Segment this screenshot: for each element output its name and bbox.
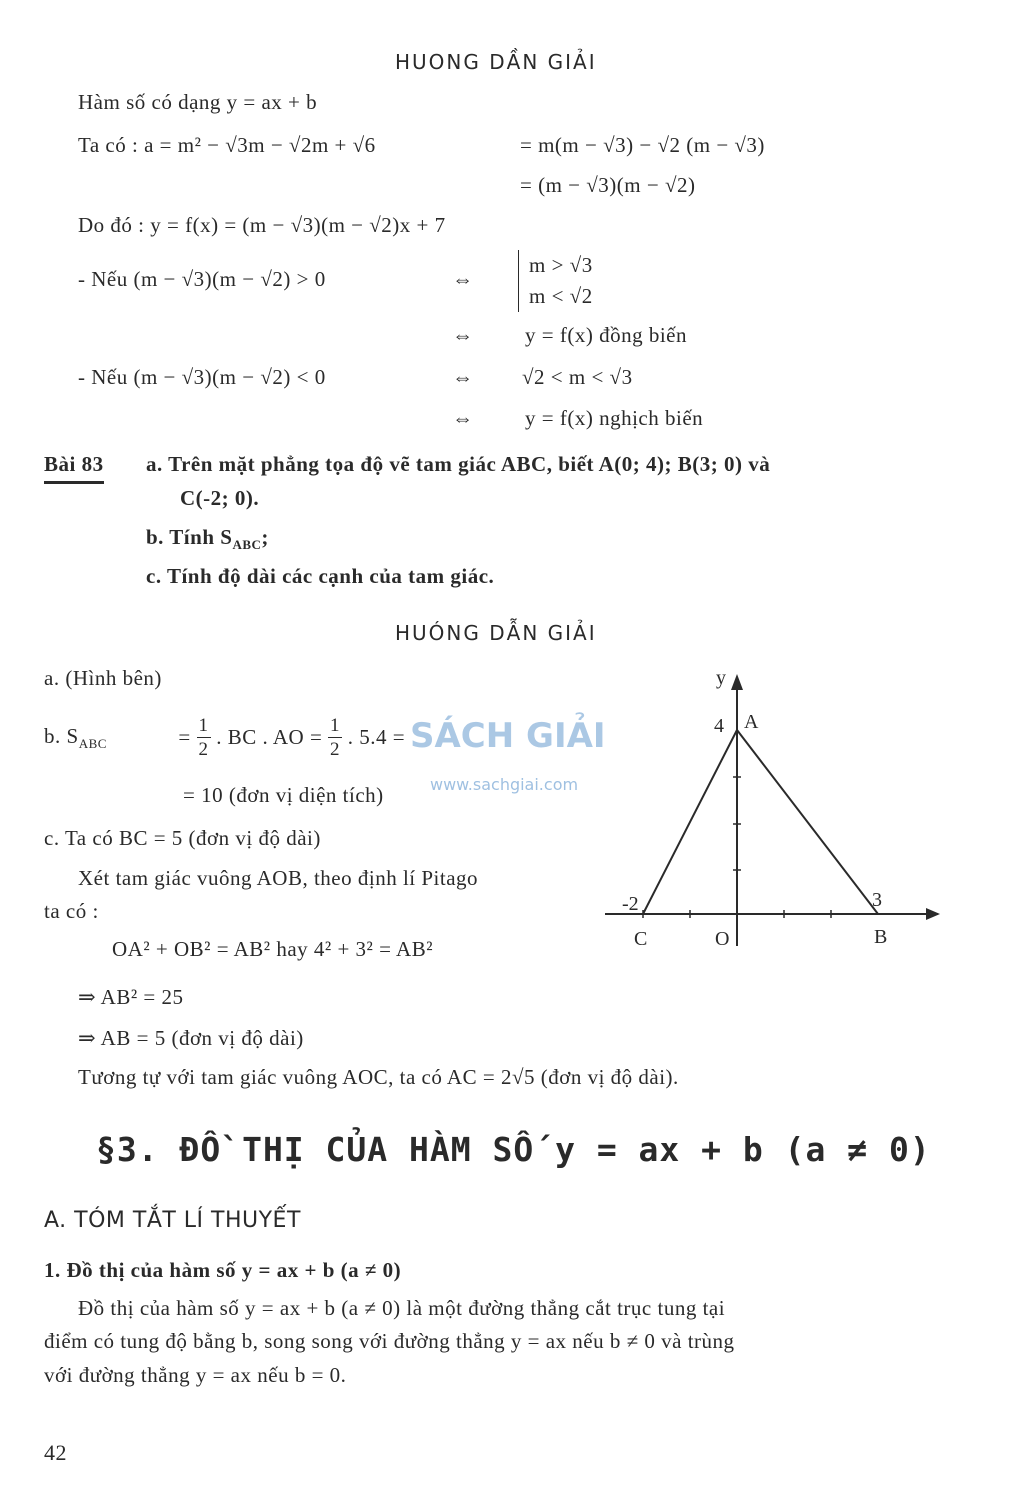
condition-system <box>518 250 593 312</box>
equiv-arrow: ⇔ <box>452 267 474 291</box>
section-title: §3. ĐỒ THỊ CỦA HÀM SỐ y = ax + b (a ≠ 0) <box>96 1130 931 1169</box>
equiv-arrow: ⇔ <box>452 406 474 430</box>
text-line: √2 < m < √3 <box>522 365 633 389</box>
origin-label: O <box>715 928 730 950</box>
exercise-text: a. Trên mặt phẳng tọa độ vẽ tam giác ABC, biết A(0; 4); B(3; 0) và <box>146 452 771 476</box>
solution-heading-2: HUÓNG DẪN GIẢI <box>395 621 597 645</box>
text-line: = 10 (đơn vị diện tích) <box>183 783 384 807</box>
point-b-label: B <box>874 926 888 948</box>
fraction: $\frac{1}{2}$ <box>198 715 209 760</box>
side-ac <box>643 730 737 914</box>
equiv-arrow: ⇔ <box>452 365 474 389</box>
text-line: - Nếu (m − √3)(m − √2) > 0 <box>78 267 326 291</box>
text-line: ⇒ AB² = 25 <box>78 985 184 1009</box>
equiv-arrow: ⇔ <box>452 323 474 347</box>
text-line: Ta có : a = m² − √3m − √2m + √6 <box>78 133 376 157</box>
text-line: Do đó : y = f(x) = (m − √3)(m − √2)x + 7 <box>78 213 446 237</box>
x-axis-arrow <box>926 908 940 920</box>
watermark-logo: SÁCH GIẢI <box>410 716 606 756</box>
item-heading: 1. Đồ thị của hàm số y = ax + b (a ≠ 0) <box>44 1258 402 1282</box>
condition-line: m < √2 <box>529 284 593 308</box>
triangle-figure <box>600 664 950 954</box>
area-formula: b. $S_{ABC}$ = $\frac{1}{2}$ . BC . AO = $\frac{1}{2}$ . 5.4 = <box>44 715 406 760</box>
exercise-text: c. Tính độ dài các cạnh của tam giác. <box>146 564 495 588</box>
paragraph-line: Đồ thị của hàm số y = ax + b (a ≠ 0) là một đường thẳng cắt trục tung tại <box>78 1296 726 1320</box>
x-value-3-label: 3 <box>872 889 882 911</box>
page-number: 42 <box>44 1440 67 1465</box>
point-c-label: C <box>634 928 648 950</box>
text-line: ⇒ AB = 5 (đơn vị độ dài) <box>78 1026 304 1050</box>
point-a-label: A <box>744 711 759 733</box>
fraction: $\frac{1}{2}$ <box>330 715 341 760</box>
text-line: Hàm số có dạng y = ax + b <box>78 90 318 114</box>
paragraph-line: điểm có tung độ bằng b, song song với đường thẳng y = ax nếu b ≠ 0 và trùng <box>44 1329 735 1353</box>
exercise-text: C(-2; 0). <box>180 486 260 510</box>
solution-heading-1: HUONG DẦN GIẢI <box>395 50 597 74</box>
y-axis-label: y <box>716 667 726 689</box>
text-line: c. Ta có BC = 5 (đơn vị độ dài) <box>44 826 321 850</box>
text-line: y = f(x) nghịch biến <box>525 406 704 430</box>
text-line: = (m − √3)(m − √2) <box>520 173 696 197</box>
condition-line: m > √3 <box>529 253 593 277</box>
text-line: y = f(x) đồng biến <box>525 323 687 347</box>
text-line: Xét tam giác vuông AOB, theo định lí Pitago <box>78 866 479 890</box>
text-line: Tương tự với tam giác vuông AOC, ta có AC = 2√5 (đơn vị độ dài). <box>78 1065 679 1089</box>
text-line: = m(m − √3) − √2 (m − √3) <box>520 133 765 157</box>
text-line: OA² + OB² = AB² hay 4² + 3² = AB² <box>112 937 433 961</box>
text-line: - Nếu (m − √3)(m − √2) < 0 <box>78 365 326 389</box>
text-line: ta có : <box>44 899 99 923</box>
paragraph-line: với đường thẳng y = ax nếu b = 0. <box>44 1363 347 1387</box>
subsection-heading: A. TÓM TẮT LÍ THUYẾT <box>44 1208 301 1233</box>
side-ab <box>737 730 878 914</box>
y-axis-arrow <box>731 674 743 690</box>
y-value-4-label: 4 <box>714 715 724 737</box>
exercise-text: b. Tính $S_{ABC}$; <box>146 525 269 552</box>
watermark-url: www.sachgiai.com <box>430 775 579 794</box>
exercise-label: Bài 83 <box>44 452 104 484</box>
x-value-neg2-label: -2 <box>622 893 639 915</box>
text-line: a. (Hình bên) <box>44 666 162 690</box>
